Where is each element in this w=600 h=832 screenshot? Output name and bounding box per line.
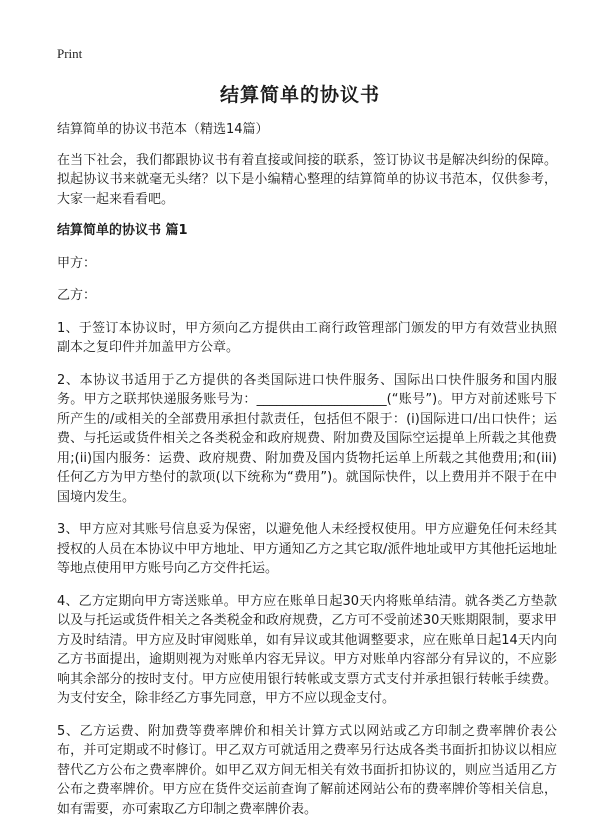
clause-2: 2、本协议书适用于乙方提供的各类国际进口快件服务、国际出口快件服务和国内服务。甲方之联邦快递服务账号为：____________________(“账号”)。甲方对前述账号下所产生的/或相关的全部费用承担付款责任，包括但不限于：(i)国际进口/出口快件；运费、与托运或货件相关之各类税金和政府规费、附加费及国际空运提单上所载之其他费用;(ii)国内服务：运费、政府规费、附加费及国内货物托运单上所载之其他费用;和(iii)任何乙方为甲方垫付的款项(以下统称为“费用”)。就国际快件，以上费用并不限于在中国境内发生。 [57,372,557,505]
print-link[interactable]: Print [57,46,83,61]
party-b-field: 乙方： [57,288,97,303]
page-title: 结算简单的协议书 [219,84,380,106]
section-heading: 结算简单的协议书 篇1 [57,223,188,238]
clause-4: 4、乙方定期向甲方寄送账单。甲方应在账单日起30天内将账单结清。就各类乙方垫款以及与托运或货件相关之各类税金和政府规费，乙方可不受前述30天账期限制，要求甲方及时结清。甲方应及时审阅账单，如有异议或其他调整要求，应在账单日起14天内向乙方书面提出，逾期则视为对账单内容无异议。甲方对账单内容部分有异议的，不应影响其余部分的按时支付。甲方应使用银行转帐或支票方式支付并承担银行转帐手续费。为支付安全，除非经乙方事先同意，甲方不应以现金支付。 [57,593,557,706]
document-subtitle: 结算简单的协议书范本（精选14篇） [57,122,269,137]
intro-paragraph: 在当下社会，我们都跟协议书有着直接或间接的联系，签订协议书是解决纠纷的保障。拟起协议书来就毫无头绪？以下是小编精心整理的结算简单的协议书范本，仅供参考，大家一起来看看吧。 [57,152,557,207]
clause-3: 3、甲方应对其账号信息妥为保密，以避免他人未经授权使用。甲方应避免任何未经其授权的人员在本协议中甲方地址、甲方通知乙方之其它取/派件地址或甲方其他托运地址等地点使用甲方账号向乙方交件托运。 [57,522,557,576]
clause-1: 1、于签订本协议时，甲方须向乙方提供由工商行政管理部门颁发的甲方有效营业执照副本之复印件并加盖甲方公章。 [57,320,557,355]
document-body [57,120,557,832]
clause-5: 5、乙方运费、附加费等费率牌价和相关计算方式以网站或乙方印制之费率牌价表公布，并可定期或不时修订。甲乙双方可就适用之费率另行达成各类书面折扣协议以相应替代乙方公布之费率牌价。如甲乙双方间无相关有效书面折扣协议的，则应当适用乙方公布之费率牌价。甲方应在货件交运前查询了解前述网站公布的费率牌价等相关信息，如有需要，亦可索取乙方印制之费率牌价表。 [57,723,557,817]
party-a-field: 甲方： [57,255,97,271]
